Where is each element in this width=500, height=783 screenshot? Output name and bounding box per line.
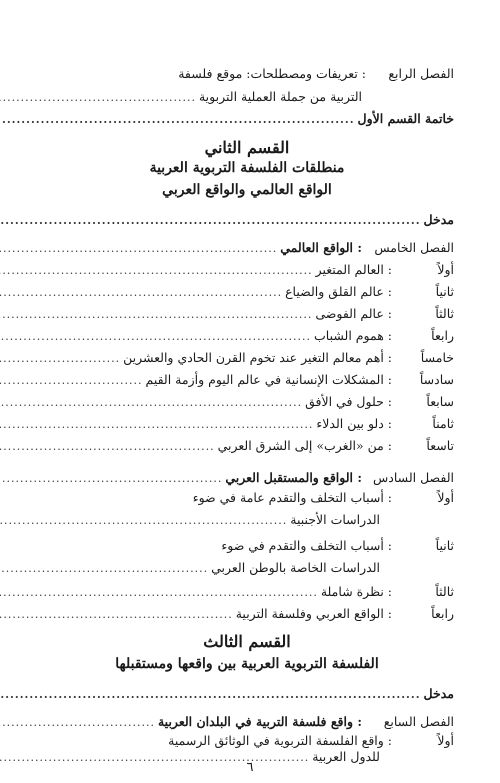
item-title: : من «الغرب» إلى الشرق العربي [217, 438, 392, 453]
toc-entry-intro2 [38, 212, 454, 229]
part2-subtitle2: الواقع العالمي والواقع العربي [162, 182, 332, 198]
item-title-cont: للدول العربية [312, 749, 380, 764]
toc-item [38, 584, 454, 601]
item-title: : دلو بين الدلاء [316, 416, 392, 431]
leader-dots [0, 687, 421, 703]
leader-dots [0, 351, 120, 367]
item-number: ثانياً [435, 284, 454, 299]
item-title: : عالم الفوضى [315, 306, 392, 321]
chapter-title: : تعريفات ومصطلحات: موقع فلسفة [178, 66, 366, 81]
toc-entry-ch4 [38, 66, 454, 82]
toc-entry-ch7 [38, 714, 454, 731]
leader-dots [0, 395, 302, 411]
toc-item [38, 284, 454, 301]
leader-dots [0, 307, 312, 323]
item-number: خامساً [420, 350, 454, 365]
leader-dots [0, 513, 287, 529]
chapter-title: : الواقع والمستقبل العربي [225, 470, 362, 485]
item-title-cont: الدراسات الخاصة بالوطن العربي [211, 560, 380, 575]
toc-item [38, 490, 454, 506]
chapter-label: الفصل الخامس [374, 240, 454, 255]
toc-item-cont [38, 560, 454, 577]
leader-dots [0, 241, 277, 257]
part2-subtitle1: منطلقات الفلسفة التربوية العربية [149, 160, 345, 176]
toc-entry-conclusion1 [38, 111, 454, 128]
part3-subtitle: الفلسفة التربوية العربية بين واقعها ومستقبلها [115, 656, 379, 672]
leader-dots [0, 329, 311, 345]
item-title: : واقع الفلسفة التربوية في الوثائق الرسمية [168, 733, 392, 748]
leader-dots [0, 439, 215, 455]
chapter-title: : الواقع العالمي [280, 240, 362, 255]
toc-item [38, 416, 454, 433]
item-number: أولاً [437, 262, 454, 277]
toc-entry-intro3 [38, 686, 454, 703]
chapter-title: : واقع فلسفة التربية في البلدان العربية [157, 714, 362, 729]
leader-dots [0, 263, 313, 279]
item-number: سادساً [419, 372, 454, 387]
item-title: : الواقع العربي وفلسفة التربية [235, 606, 392, 621]
leader-dots [0, 213, 421, 229]
item-number: ثامناً [432, 416, 454, 431]
item-title: : عالم القلق والضياع [285, 284, 392, 299]
chapter-title-cont: التربية من جملة العملية التربوية [198, 89, 362, 104]
leader-dots [0, 112, 355, 128]
leader-dots [0, 607, 233, 623]
item-number: أولاً [437, 490, 454, 505]
item-title: : المشكلات الإنسانية في عالم اليوم وأزمة القيم [145, 372, 392, 387]
page-number: ٦ [246, 760, 254, 775]
item-title: : أسباب التخلف والتقدم عامة في ضوء [192, 490, 392, 505]
item-number: ثالثاً [435, 584, 454, 599]
item-title: : حلول في الأفق [305, 394, 392, 409]
item-number: ثانياً [435, 538, 454, 553]
leader-dots [0, 90, 196, 106]
entry-label: خاتمة القسم الأول [357, 111, 454, 126]
entry-label: مدخل [423, 212, 454, 227]
leader-dots [0, 417, 313, 433]
item-title: : أسباب التخلف والتقدم في ضوء [221, 538, 392, 553]
part2-title: القسم الثاني [204, 138, 290, 157]
chapter-label: الفصل السادس [373, 470, 454, 485]
item-title: : هموم الشباب [314, 328, 392, 343]
item-number: رابعاً [431, 606, 454, 621]
toc-item-cont [38, 512, 454, 529]
leader-dots [0, 715, 155, 731]
item-number: سابعاً [426, 394, 454, 409]
toc-item [38, 372, 454, 389]
item-title: : العالم المتغير [315, 262, 392, 277]
entry-label: مدخل [423, 686, 454, 701]
toc-item [38, 438, 454, 455]
toc-item [38, 306, 454, 323]
toc-item [38, 328, 454, 345]
item-number: ثالثاً [435, 306, 454, 321]
chapter-label: الفصل الرابع [388, 66, 454, 81]
toc-item [38, 733, 454, 749]
toc-item [38, 350, 454, 367]
item-number: رابعاً [431, 328, 454, 343]
leader-dots [0, 561, 208, 577]
toc-entry-ch5 [38, 240, 454, 257]
toc-item [38, 606, 454, 623]
item-number: تاسعاً [426, 438, 454, 453]
leader-dots [0, 285, 282, 301]
item-title: : نظرة شاملة [320, 584, 392, 599]
toc-item [38, 394, 454, 411]
toc-item [38, 262, 454, 279]
chapter-label: الفصل السابع [383, 714, 454, 729]
leader-dots [0, 471, 222, 487]
item-title-cont: الدراسات الأجنبية [290, 512, 380, 527]
leader-dots [0, 585, 318, 601]
leader-dots [0, 373, 143, 389]
part3-title: القسم الثالث [203, 632, 291, 651]
item-number: أولاً [437, 733, 454, 748]
toc-entry-ch4-cont [38, 89, 454, 106]
toc-entry-ch6 [38, 470, 454, 487]
item-title: : أهم معالم التغير عند تخوم القرن الحادي والعشرين [123, 350, 392, 365]
toc-item [38, 538, 454, 554]
